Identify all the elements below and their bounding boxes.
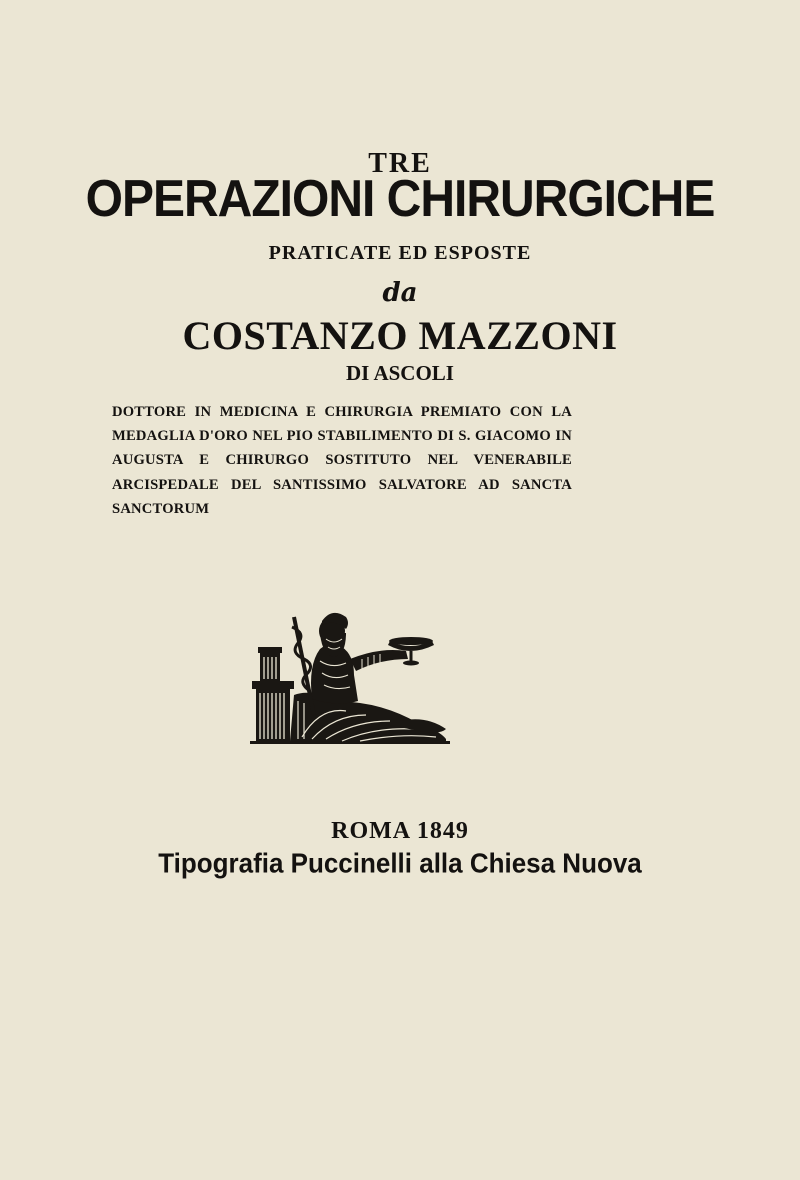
main-title: OPERAZIONI CHIRURGICHE (85, 170, 715, 229)
author-name: COSTANZO MAZZONI (182, 313, 618, 358)
author-origin: DI ASCOLI (346, 361, 454, 385)
imprint-city-year: ROMA 1849 (331, 818, 469, 844)
number-word: TRE (368, 148, 432, 179)
imprint-printer: Tipografia Puccinelli alla Chiesa Nuova (158, 847, 642, 879)
subtitle: PRATICATE ED ESPOSTE (268, 242, 532, 264)
aesculapius-vignette-icon (250, 603, 450, 746)
by-word: da (382, 278, 418, 308)
author-credentials: DOTTORE IN MEDICINA E CHIRURGIA PREMIATO CON LA MEDAGLIA D'ORO NEL PIO STABILIMENTO DI S. GIACOMO IN AUGUSTA E CHIRURGO SOSTITUTO NEL VENERABILE ARCISPEDALE DEL SANTISSIMO SALVATORE AD SANCTA SANCTORUM (112, 404, 572, 517)
